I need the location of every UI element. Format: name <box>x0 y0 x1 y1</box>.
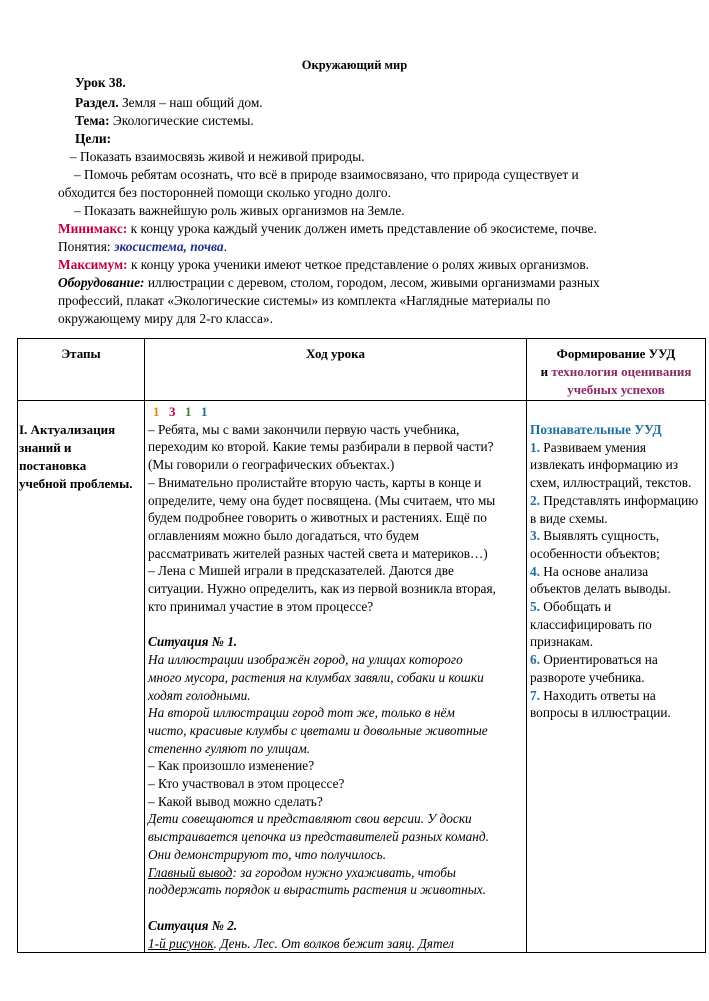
table-row <box>18 401 706 953</box>
page-title: Окружающий мир <box>301 58 408 72</box>
lesson-number: Урок 38. <box>75 75 126 90</box>
uud-item: 4. На основе анализа объектов делать выводы. <box>530 563 671 597</box>
lesson-flow-cell: 1 3 1 1 – Ребята, мы с вами закончили первую часть учебника, переходим ко второй. Какие темы разбирали в первой части? (Мы говорили о географических объектах.) – Внимательно пролистайте вторую часть, карты в конце и определите, чему она будет посвящена. (Мы считаем, что мы будем подробнее говорить о животных и растениях. Ещё по оглавлениям можно было догадаться, что будем рассматривать жителей разных частей света и материков…) – Лена с Мишей играли в предсказателей. Даются две ситуации. Нужно определить, как из первой возникла вторая, кто принимал участие в этом процессе? Ситуация № 1. На иллюстрации изображён город, на улицах которого много мусора, растения на клумбах завяли, собаки и кошки ходят голодными. На второй иллюстрации город тот же, только в нём чисто, красивые клумбы с цветами и довольные животные степенно гуляют по улицам. – Как произошло изменение? – Кто участвовал в этом процессе? – Какой вывод можно сделать? Дети совещаются и представляют свои версии. У доски выстраивается цепочка из представителей разных команд. Они демонстрируют то, что получилось. Главный вывод: за городом нужно ухаживать, чтобы поддержать порядок и вырастить растения и животных. Ситуация № 2. 1-й рисунок. День. Лес. От волков бежит заяц. Дятел <box>145 401 527 953</box>
situation-2-title: Ситуация № 2. <box>148 917 238 933</box>
col-header-uud: Формирование УУД и технология оценивания учебных успехов <box>527 339 706 401</box>
uud-title: Познавательные УУД <box>530 422 662 437</box>
uud-item: 1. Развиваем умения извлекать информацию из схем, иллюстраций, текстов. <box>530 439 692 491</box>
col-header-lesson-flow: Ход урока <box>145 339 527 401</box>
goals-label: Цели: <box>75 131 112 146</box>
uud-cell <box>527 401 706 953</box>
uud-item: 2. Представлять информацию в виде схемы. <box>530 492 699 526</box>
maximum: Максимум: к концу урока ученики имеют четкое представление о ролях живых организмов. <box>58 257 589 272</box>
goal-3: – Показать важнейшую роль живых организмов на Земле. <box>74 203 405 218</box>
stage-cell: I. Актуализация знаний и постановка учебной проблемы. <box>18 401 145 953</box>
uud-item: 6. Ориентироваться на развороте учебника. <box>530 652 658 685</box>
col-header-stages: Этапы <box>18 339 145 401</box>
uud-item: 7. Находить ответы на вопросы в иллюстрации. <box>530 687 671 721</box>
concepts: Понятия: экосистема, почва. <box>58 239 227 254</box>
goal-2: – Помочь ребятам осознать, что всё в природе взаимосвязано, что природа существует и <box>74 167 579 182</box>
lesson-topic: Тема: Экологические системы. <box>75 113 254 128</box>
situation-1-title: Ситуация № 1. <box>148 634 238 650</box>
uud-item: 5. Обобщать и классифицировать по признакам. <box>530 599 652 650</box>
uud-item: 3. Выявлять сущность, особенности объектов; <box>530 528 660 561</box>
equipment: Оборудование: иллюстрации с деревом, столом, городом, лесом, живыми организмами разных <box>58 275 600 290</box>
minimax: Минимакс: к концу урока каждый ученик должен иметь представление об экосистеме, почве. <box>58 221 597 236</box>
time-markers: 1 3 1 1 <box>153 404 209 419</box>
equipment-cont-2: окружающему миру для 2-го класса». <box>58 311 273 326</box>
lesson-table <box>17 338 706 953</box>
goal-1: – Показать взаимосвязь живой и неживой природы. <box>70 149 365 164</box>
equipment-cont: профессий, плакат «Экологические системы» из комплекта «Наглядные материалы по <box>58 293 551 308</box>
table-header-row <box>18 339 706 401</box>
main-conclusion: Главный вывод: за городом нужно ухаживать, чтобы <box>148 864 456 880</box>
lesson-section: Раздел. Земля – наш общий дом. <box>75 95 263 110</box>
goal-2-cont: обходится без посторонней помощи сколько угодно долго. <box>58 185 391 200</box>
